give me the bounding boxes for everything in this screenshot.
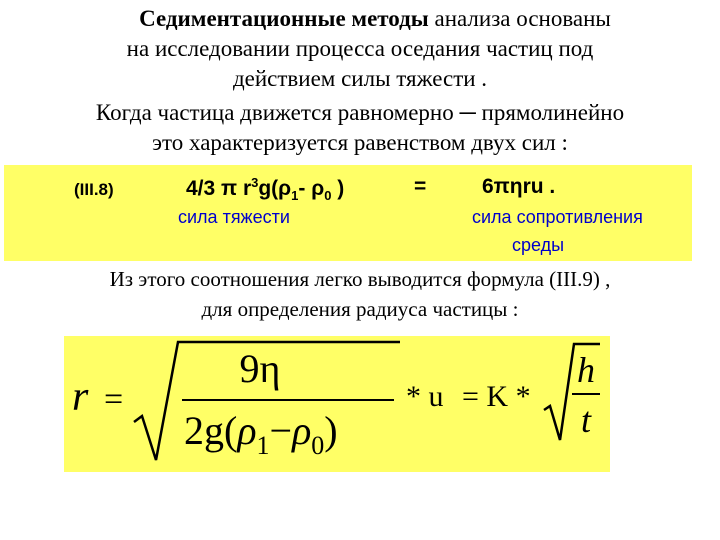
minus-rho: - ρ	[298, 177, 325, 200]
uniform-motion-paragraph	[0, 98, 720, 158]
formula-t: t	[580, 400, 592, 440]
rho0-subscript: 0	[324, 188, 332, 204]
intro-paragraph	[0, 4, 720, 94]
uniform-motion-line-1: Когда частица движется равномерно ─ прямолинейно	[95, 100, 625, 125]
formula-equals-k: = K *	[462, 380, 531, 413]
derivation-line-2: для определения радиуса частицы :	[201, 297, 519, 321]
radius-formula	[64, 336, 610, 472]
intro-bold-phrase: Седиментационные методы	[139, 6, 429, 31]
uniform-motion-line-2: это характеризуется равенством двух сил :	[152, 130, 568, 155]
formula-numerator: 9η	[239, 346, 281, 391]
closing-paren: )	[331, 177, 345, 200]
formula-times-u: * u	[406, 380, 444, 413]
formula-equals: =	[104, 381, 124, 418]
intro-line-3: действием силы тяжести .	[232, 66, 488, 91]
label-medium: среды	[512, 235, 565, 255]
radius-exponent: 3	[251, 175, 259, 190]
derivation-line-1: Из этого соотношения легко выводится формула (III.9) ,	[109, 267, 611, 291]
resistance-force-expression: 6πηru .	[482, 175, 556, 198]
equals-sign: =	[414, 175, 427, 198]
gravity-coefficient: 4/3 π r	[186, 177, 252, 200]
formula-h: h	[577, 350, 595, 390]
derivation-paragraph	[0, 264, 720, 324]
radius-formula-box	[64, 336, 610, 472]
formula-denominator: $2g(\rho_1-\rho_0)$	[184, 408, 338, 460]
formula-r: r	[72, 374, 89, 420]
equation-number: (III.8)	[74, 180, 114, 199]
intro-line-1	[0, 4, 720, 34]
rho1-subscript: 1	[291, 188, 299, 204]
intro-line-1-rest: анализа основаны	[428, 6, 611, 31]
label-resistance-force: сила сопротивления	[472, 207, 643, 227]
gravity-term: g(ρ	[258, 177, 292, 200]
gravity-force-expression	[186, 175, 344, 203]
label-gravity-force: сила тяжести	[178, 207, 290, 227]
intro-line-2: на исследовании процесса оседания частиц под	[126, 36, 594, 61]
